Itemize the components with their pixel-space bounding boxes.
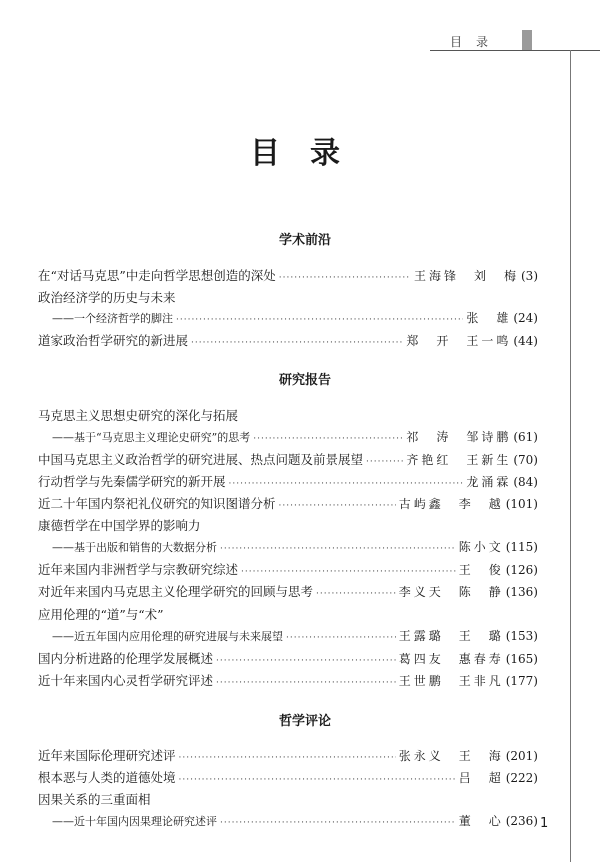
toc-entry[interactable] xyxy=(38,790,538,812)
entry-page: (177) xyxy=(505,674,538,688)
entry-author: 王 俊 xyxy=(458,563,504,577)
entry-page: (115) xyxy=(505,540,538,554)
entry-title: ——基于出版和销售的大数据分析 xyxy=(52,541,217,554)
entry-title: ——一个经济哲学的脚注 xyxy=(52,312,173,325)
entry-page: (126) xyxy=(505,563,538,577)
toc-entry[interactable] xyxy=(52,309,538,331)
entry-author: 郑 开 王一鸣 xyxy=(406,334,512,348)
entry-page: (153) xyxy=(505,629,538,643)
leader-dots xyxy=(179,753,396,763)
entry-title: 近十年来国内心灵哲学研究评述 xyxy=(38,673,214,688)
entry-page: (222) xyxy=(505,771,538,785)
leader-dots xyxy=(253,434,403,444)
toc-entry[interactable] xyxy=(38,494,538,516)
toc-entry[interactable] xyxy=(52,538,538,560)
section-heading: 学术前沿 xyxy=(278,233,331,248)
toc-entry[interactable] xyxy=(38,406,538,428)
entry-page: (165) xyxy=(505,652,538,666)
toc-entry[interactable] xyxy=(38,768,538,790)
toc-entry[interactable] xyxy=(38,671,538,693)
entry-page: (3) xyxy=(521,269,538,283)
leader-dots xyxy=(216,656,396,666)
entry-title: 近年来国际伦理研究述评 xyxy=(38,748,176,763)
entry-title: 行动哲学与先秦儒学研究的新开展 xyxy=(38,474,226,489)
toc-entry[interactable] xyxy=(52,428,538,450)
entry-title: ——近十年国内因果理论研究述评 xyxy=(52,815,217,828)
entry-title: 康德哲学在中国学界的影响力 xyxy=(38,518,201,533)
toc-entry[interactable] xyxy=(38,605,538,627)
entry-author: 王露璐 王 璐 xyxy=(398,629,504,643)
page-title: 目录 xyxy=(250,136,370,171)
entry-title: 近二十年国内祭祀礼仪研究的知识图谱分析 xyxy=(38,496,276,511)
running-header-title: 目录 xyxy=(449,35,502,49)
toc-entry[interactable] xyxy=(38,746,538,768)
toc-entry[interactable] xyxy=(38,516,538,538)
entry-page: (101) xyxy=(505,497,538,511)
entry-author: 董 心 xyxy=(458,814,504,828)
leader-dots xyxy=(220,544,456,554)
entry-title: 道家政治哲学研究的新进展 xyxy=(38,333,189,348)
entry-title: 在“对话马克思”中走向哲学思想创造的深处 xyxy=(38,268,276,283)
leader-dots xyxy=(179,775,456,785)
entry-author: 龙涌霖 xyxy=(466,475,512,489)
entry-page: (70) xyxy=(513,453,538,467)
entry-title: 马克思主义思想史研究的深化与拓展 xyxy=(38,408,239,423)
entry-title: 中国马克思主义政治哲学的研究进展、热点问题及前景展望 xyxy=(38,452,364,467)
page-number: 1 xyxy=(540,816,549,831)
header-rule xyxy=(430,50,600,51)
entry-author: 张 雄 xyxy=(466,311,512,325)
entry-title: 政治经济学的历史与未来 xyxy=(38,290,176,305)
leader-dots xyxy=(279,501,396,511)
entry-author: 齐艳红 王新生 xyxy=(406,453,512,467)
entry-author: 古屿鑫 李 越 xyxy=(398,497,504,511)
toc-entry[interactable] xyxy=(52,812,538,834)
entry-page: (236) xyxy=(505,814,538,828)
entry-page: (84) xyxy=(513,475,538,489)
entry-author: 张永义 王 海 xyxy=(398,749,504,763)
leader-dots xyxy=(191,338,403,348)
toc-entry[interactable] xyxy=(38,582,538,604)
toc-entry[interactable] xyxy=(38,331,538,353)
entry-title: 应用伦理的“道”与“术” xyxy=(38,607,164,622)
leader-dots xyxy=(241,567,456,577)
entry-page: (61) xyxy=(513,430,538,444)
leader-dots xyxy=(216,678,396,688)
toc-entry[interactable] xyxy=(52,627,538,649)
entry-page: (24) xyxy=(513,311,538,325)
toc-entry[interactable] xyxy=(38,472,538,494)
entry-author: 王海锋 刘 梅 xyxy=(413,269,519,283)
section-heading: 研究报告 xyxy=(278,373,331,388)
entry-author: 祁 涛 邹诗鹏 xyxy=(406,430,512,444)
toc-entry[interactable] xyxy=(38,288,538,310)
section-heading: 哲学评论 xyxy=(278,714,331,729)
entry-author: 吕 超 xyxy=(458,771,504,785)
leader-dots xyxy=(366,457,403,467)
leader-dots xyxy=(279,273,411,283)
entry-title: 国内分析进路的伦理学发展概述 xyxy=(38,651,214,666)
entry-title: 因果关系的三重面相 xyxy=(38,792,151,807)
entry-page: (201) xyxy=(505,749,538,763)
entry-author: 陈小文 xyxy=(458,540,504,554)
toc-entry[interactable] xyxy=(38,560,538,582)
entry-author: 李义天 陈 静 xyxy=(398,585,504,599)
entry-page: (44) xyxy=(513,334,538,348)
entry-title: 近年来国内非洲哲学与宗教研究综述 xyxy=(38,562,239,577)
leader-dots xyxy=(316,589,396,599)
entry-page: (136) xyxy=(505,585,538,599)
entry-author: 王世鹏 王非凡 xyxy=(398,674,504,688)
entry-title: 对近年来国内马克思主义伦理学研究的回顾与思考 xyxy=(38,584,314,599)
leader-dots xyxy=(220,818,456,828)
leader-dots xyxy=(229,479,464,489)
entry-title: ——基于“马克思主义理论史研究”的思考 xyxy=(52,431,251,444)
leader-dots xyxy=(176,315,463,325)
leader-dots xyxy=(286,633,396,643)
entry-author: 葛四友 惠春寿 xyxy=(398,652,504,666)
entry-title: ——近五年国内应用伦理的研究进展与未来展望 xyxy=(52,630,283,643)
toc-entry[interactable] xyxy=(38,649,538,671)
entry-title: 根本恶与人类的道德处境 xyxy=(38,770,176,785)
toc-entry[interactable] xyxy=(38,266,538,288)
header-tab-mark xyxy=(522,30,532,50)
toc-entry[interactable] xyxy=(38,450,538,472)
